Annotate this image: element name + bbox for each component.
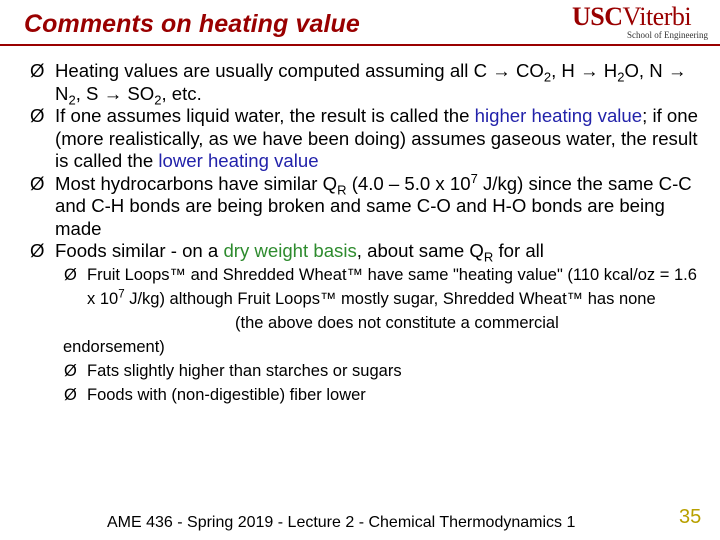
logo-wordmark	[572, 4, 712, 30]
text: Fruit Loops™ and Shredded Wheat™ have same "heating value" (110 kcal/oz = 1.6 x 10	[87, 265, 697, 308]
bullet-combustion-products	[30, 60, 702, 108]
text: J/kg) although Fruit Loops™ mostly sugar, Shredded Wheat™ has none	[124, 289, 656, 308]
text: If one assumes liquid water, the result is called the	[55, 105, 475, 126]
disclaimer-note: (the above does not constitute a commercial	[235, 313, 559, 332]
text: O, N → N	[55, 60, 687, 104]
logo-usc: USC	[572, 2, 623, 31]
text: Foods with (non-digestible) fiber lower	[87, 385, 366, 404]
dry-weight-basis-term: dry weight basis	[223, 240, 357, 261]
text: Foods similar - on a	[55, 240, 224, 261]
subscript: 2	[68, 92, 76, 108]
slide-body	[30, 60, 702, 407]
slide-title: Comments on heating value	[24, 10, 360, 38]
subscript: 2	[543, 69, 552, 85]
text: ; if one (more realistically, as we have been doing) assumes gaseous water, the result is called the	[55, 105, 698, 171]
bullet-higher-lower-heating	[30, 105, 702, 173]
subscript: R	[483, 249, 494, 265]
bullet-foods	[30, 240, 702, 263]
subscript: 2	[617, 69, 625, 85]
bullet-arrow-icon: Ø	[30, 240, 45, 261]
sub-bullet-fats	[30, 359, 702, 383]
slide-footer: AME 436 - Spring 2019 - Lecture 2 - Chemical Thermodynamics 1	[107, 514, 576, 531]
bullet-hydrocarbons	[30, 170, 702, 241]
superscript: 7	[118, 288, 125, 300]
usc-viterbi-logo	[572, 4, 712, 44]
sub-bullet-fiber	[30, 383, 702, 407]
text: , etc.	[161, 82, 202, 104]
subscript: R	[337, 182, 347, 198]
bullet-arrow-icon: Ø	[30, 172, 45, 194]
logo-viterbi: Viterbi	[622, 2, 692, 31]
bullet-arrow-icon: Ø	[30, 60, 45, 81]
text: , S → SO	[75, 82, 155, 104]
text: J/kg) since the same C-C and C-H bonds are being broken and same C-O and H-O bonds are being made	[55, 172, 692, 239]
sub-bullet-cereals	[30, 263, 702, 335]
lower-heating-value-term: lower heating value	[158, 150, 319, 171]
page-number: 35	[679, 506, 702, 528]
sub-bullet-arrow-icon: Ø	[64, 265, 77, 284]
logo-subtitle: School of Engineering	[627, 30, 708, 40]
superscript: 7	[470, 170, 478, 186]
text: (4.0 – 5.0 x 10	[346, 172, 471, 194]
text: Fats slightly higher than starches or sugars	[87, 361, 402, 380]
higher-heating-value-term: higher heating value	[474, 105, 643, 126]
title-underline	[0, 44, 720, 46]
text: for all	[493, 240, 544, 261]
text: , about same Q	[356, 240, 484, 261]
text: Heating values are usually computed assuming all C → CO	[55, 60, 544, 81]
sub-bullet-arrow-icon: Ø	[64, 361, 77, 380]
sub-bullet-arrow-icon: Ø	[64, 385, 77, 404]
disclaimer-note-end: endorsement)	[63, 337, 165, 356]
text: Most hydrocarbons have similar Q	[55, 172, 338, 194]
bullet-arrow-icon: Ø	[30, 105, 45, 126]
subscript: 2	[154, 92, 162, 108]
text: , H → H	[551, 60, 618, 81]
